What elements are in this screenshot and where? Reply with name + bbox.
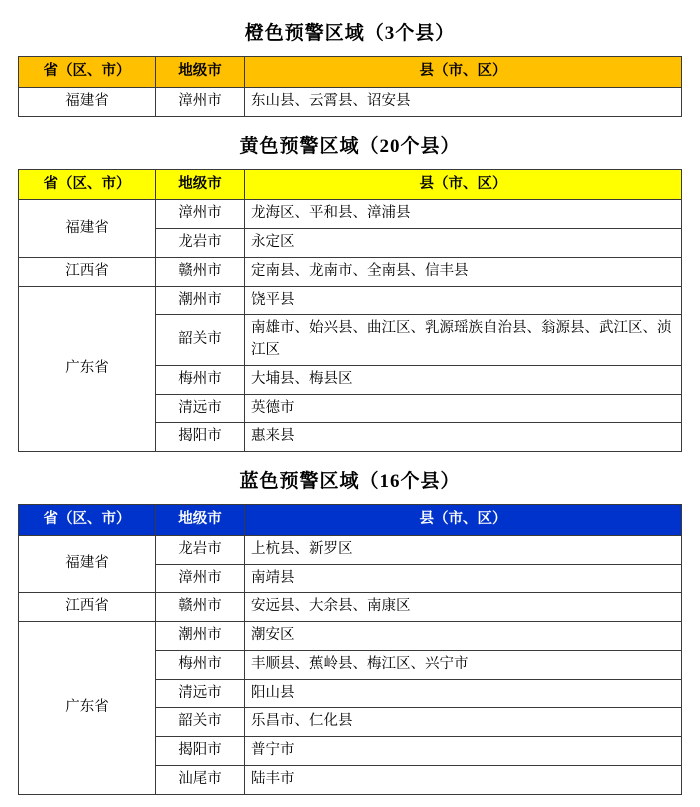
column-header-city: 地级市 [156,169,245,200]
table-header-row [19,169,682,200]
column-header-county: 县（市、区） [245,57,682,88]
cell-counties: 乐昌市、仁化县 [245,708,682,737]
column-header-county: 县（市、区） [245,169,682,200]
cell-city: 漳州市 [156,564,245,593]
table-row [19,535,682,564]
bottom-spacer [18,795,682,807]
table-row [19,257,682,286]
cell-counties: 饶平县 [245,286,682,315]
orange-warning-table [18,56,682,117]
cell-city: 潮州市 [156,622,245,651]
blue-warning-table [18,504,682,795]
cell-counties: 丰顺县、蕉岭县、梅江区、兴宁市 [245,650,682,679]
cell-city: 清远市 [156,679,245,708]
cell-counties: 普宁市 [245,737,682,766]
cell-city: 梅州市 [156,365,245,394]
cell-province: 江西省 [19,593,156,622]
table-row [19,593,682,622]
cell-city: 韶关市 [156,315,245,366]
cell-city: 漳州市 [156,87,245,116]
cell-counties: 阳山县 [245,679,682,708]
table-row [19,622,682,651]
cell-city: 龙岩市 [156,229,245,258]
cell-counties: 安远县、大余县、南康区 [245,593,682,622]
table-row [19,200,682,229]
cell-counties: 永定区 [245,229,682,258]
cell-city: 赣州市 [156,593,245,622]
cell-counties: 潮安区 [245,622,682,651]
cell-counties: 定南县、龙南市、全南县、信丰县 [245,257,682,286]
section-title-yellow: 黄色预警区域（20个县） [239,135,461,157]
cell-province: 广东省 [19,622,156,795]
table-row [19,87,682,116]
cell-province: 广东省 [19,286,156,452]
cell-counties: 南雄市、始兴县、曲江区、乳源瑶族自治县、翁源县、武江区、浈江区 [245,315,682,366]
cell-city: 清远市 [156,394,245,423]
cell-city: 汕尾市 [156,765,245,794]
cell-city: 漳州市 [156,200,245,229]
cell-province: 福建省 [19,87,156,116]
cell-city: 揭阳市 [156,737,245,766]
yellow-warning-table [18,169,682,453]
table-row [19,286,682,315]
column-header-province: 省（区、市） [19,505,156,536]
column-header-city: 地级市 [156,505,245,536]
cell-province: 福建省 [19,535,156,593]
cell-city: 潮州市 [156,286,245,315]
cell-counties: 大埔县、梅县区 [245,365,682,394]
cell-counties: 陆丰市 [245,765,682,794]
cell-city: 龙岩市 [156,535,245,564]
section-title-blue: 蓝色预警区域（16个县） [239,471,461,492]
cell-city: 赣州市 [156,257,245,286]
table-header-row [19,505,682,536]
cell-province: 福建省 [19,200,156,258]
cell-counties: 东山县、云霄县、诏安县 [245,87,682,116]
cell-city: 揭阳市 [156,423,245,452]
cell-counties: 南靖县 [245,564,682,593]
column-header-province: 省（区、市） [19,169,156,200]
cell-counties: 惠来县 [245,423,682,452]
cell-city: 梅州市 [156,650,245,679]
cell-city: 韶关市 [156,708,245,737]
column-header-city: 地级市 [156,57,245,88]
section-title-orange: 橙色预警区域（3个县） [244,23,456,44]
table-header-row [19,57,682,88]
cell-counties: 上杭县、新罗区 [245,535,682,564]
column-header-county: 县（市、区） [245,505,682,536]
cell-counties: 英德市 [245,394,682,423]
cell-counties: 龙海区、平和县、漳浦县 [245,200,682,229]
column-header-province: 省（区、市） [19,57,156,88]
cell-province: 江西省 [19,257,156,286]
